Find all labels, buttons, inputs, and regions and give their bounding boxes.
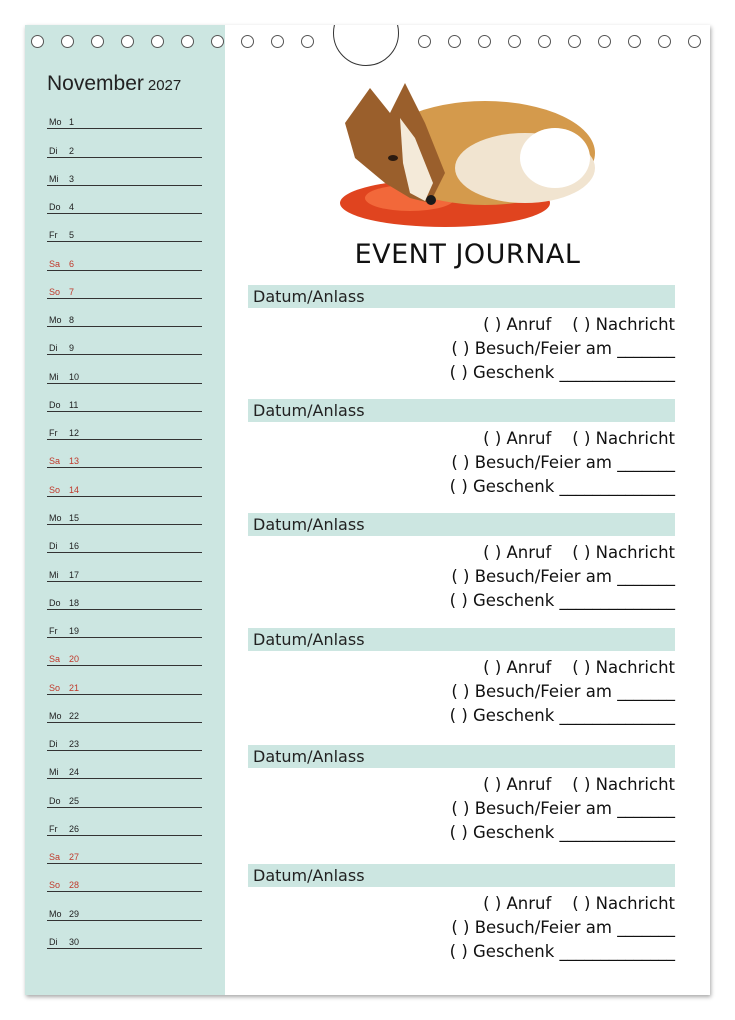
day-number: 4 bbox=[69, 202, 75, 213]
binding-hole bbox=[418, 35, 431, 48]
entry-header-label: Datum/Anlass bbox=[253, 630, 365, 649]
day-row bbox=[47, 355, 202, 383]
journal-title: EVENT JOURNAL bbox=[354, 239, 581, 270]
journal-entry bbox=[248, 399, 675, 499]
binding-hole bbox=[568, 35, 581, 48]
day-number: 28 bbox=[69, 880, 80, 891]
entry-contact-options: ( ) Anruf ( ) Nachricht bbox=[483, 543, 675, 562]
entry-gift-line: ( ) Geschenk ______________ bbox=[449, 823, 675, 842]
entry-header-label: Datum/Anlass bbox=[253, 866, 365, 885]
entry-header-label: Datum/Anlass bbox=[253, 401, 365, 420]
day-row bbox=[47, 638, 202, 666]
day-row bbox=[47, 695, 202, 723]
day-row bbox=[47, 412, 202, 440]
day-sidebar bbox=[25, 25, 225, 995]
hanger-cutout bbox=[333, 25, 399, 66]
dog-nose bbox=[426, 195, 436, 205]
binding-hole bbox=[598, 35, 611, 48]
day-name: Sa bbox=[49, 852, 61, 863]
day-name: Mi bbox=[49, 767, 59, 778]
day-name: Mo bbox=[49, 512, 62, 523]
entry-contact-options: ( ) Anruf ( ) Nachricht bbox=[483, 775, 675, 794]
entry-contact-options: ( ) Anruf ( ) Nachricht bbox=[483, 429, 675, 448]
day-row bbox=[47, 129, 202, 157]
entry-visit-line: ( ) Besuch/Feier am _______ bbox=[451, 682, 675, 701]
day-name: So bbox=[49, 880, 61, 891]
day-number: 25 bbox=[69, 795, 80, 806]
binding-hole bbox=[31, 35, 44, 48]
binding-hole bbox=[538, 35, 551, 48]
day-number: 7 bbox=[69, 286, 75, 297]
day-row bbox=[47, 666, 202, 694]
day-name: Fr bbox=[49, 823, 58, 834]
day-number: 16 bbox=[69, 541, 80, 552]
month-year: 2027 bbox=[147, 77, 182, 94]
entry-header-bar bbox=[248, 745, 675, 768]
day-number: 20 bbox=[69, 654, 80, 665]
day-list bbox=[47, 101, 202, 949]
day-name: Do bbox=[49, 795, 61, 806]
day-row bbox=[47, 214, 202, 242]
day-row bbox=[47, 921, 202, 949]
day-number: 12 bbox=[69, 428, 80, 439]
day-number: 10 bbox=[69, 371, 80, 382]
day-row bbox=[47, 440, 202, 468]
day-name: Sa bbox=[49, 654, 61, 665]
entry-header-bar bbox=[248, 628, 675, 651]
day-name: Mi bbox=[49, 173, 59, 184]
day-name: Mi bbox=[49, 371, 59, 382]
binding-hole bbox=[658, 35, 671, 48]
day-name: Di bbox=[49, 936, 58, 947]
dog-fur-white bbox=[520, 128, 590, 188]
day-number: 30 bbox=[69, 936, 80, 947]
day-row bbox=[47, 468, 202, 496]
day-name: Di bbox=[49, 145, 58, 156]
entry-header-label: Datum/Anlass bbox=[253, 287, 365, 306]
day-name: Di bbox=[49, 343, 58, 354]
month-name: November bbox=[47, 72, 144, 95]
day-number: 3 bbox=[69, 173, 75, 184]
entry-header-label: Datum/Anlass bbox=[253, 747, 365, 766]
entry-gift-line: ( ) Geschenk ______________ bbox=[449, 706, 675, 725]
journal-entry bbox=[248, 628, 675, 728]
day-row bbox=[47, 525, 202, 553]
day-name: Fr bbox=[49, 230, 58, 241]
day-number: 26 bbox=[69, 823, 80, 834]
day-row bbox=[47, 723, 202, 751]
day-row bbox=[47, 158, 202, 186]
day-number: 5 bbox=[69, 230, 75, 241]
dog-eye bbox=[388, 155, 398, 161]
entry-visit-line: ( ) Besuch/Feier am _______ bbox=[451, 339, 675, 358]
day-name: Do bbox=[49, 399, 61, 410]
day-name: Mi bbox=[49, 569, 59, 580]
day-name: Do bbox=[49, 202, 61, 213]
binding-holes bbox=[25, 35, 710, 55]
entry-visit-line: ( ) Besuch/Feier am _______ bbox=[451, 453, 675, 472]
day-name: Sa bbox=[49, 258, 61, 269]
day-name: So bbox=[49, 484, 61, 495]
day-number: 11 bbox=[69, 399, 79, 410]
day-row bbox=[47, 299, 202, 327]
day-name: Fr bbox=[49, 428, 58, 439]
day-name: Mo bbox=[49, 117, 62, 128]
day-row bbox=[47, 101, 202, 129]
binding-hole bbox=[688, 35, 701, 48]
entry-contact-options: ( ) Anruf ( ) Nachricht bbox=[483, 658, 675, 677]
binding-hole bbox=[508, 35, 521, 48]
binding-hole bbox=[151, 35, 164, 48]
day-number: 21 bbox=[69, 682, 80, 693]
binding-hole bbox=[478, 35, 491, 48]
journal-entry bbox=[248, 285, 675, 385]
binding-hole bbox=[628, 35, 641, 48]
day-number: 15 bbox=[69, 512, 80, 523]
day-number: 8 bbox=[69, 315, 75, 326]
journal-entry bbox=[248, 864, 675, 964]
binding-hole bbox=[121, 35, 134, 48]
entry-gift-line: ( ) Geschenk ______________ bbox=[449, 591, 675, 610]
binding-hole bbox=[241, 35, 254, 48]
journal-entry bbox=[248, 513, 675, 613]
entry-header-bar bbox=[248, 285, 675, 308]
day-name: Di bbox=[49, 541, 58, 552]
calendar-page bbox=[25, 25, 710, 995]
month-heading bbox=[47, 72, 181, 96]
entry-header-bar bbox=[248, 399, 675, 422]
entry-contact-options: ( ) Anruf ( ) Nachricht bbox=[483, 894, 675, 913]
day-number: 27 bbox=[69, 852, 80, 863]
day-number: 23 bbox=[69, 739, 80, 750]
day-row bbox=[47, 553, 202, 581]
binding-hole bbox=[448, 35, 461, 48]
day-row bbox=[47, 808, 202, 836]
entry-header-bar bbox=[248, 513, 675, 536]
entry-contact-options: ( ) Anruf ( ) Nachricht bbox=[483, 315, 675, 334]
day-name: Di bbox=[49, 739, 58, 750]
day-row bbox=[47, 892, 202, 920]
day-number: 18 bbox=[69, 597, 80, 608]
day-row bbox=[47, 242, 202, 270]
entry-header-bar bbox=[248, 864, 675, 887]
day-number: 2 bbox=[69, 145, 75, 156]
day-row bbox=[47, 327, 202, 355]
day-number: 6 bbox=[69, 258, 75, 269]
day-name: Do bbox=[49, 597, 61, 608]
day-row bbox=[47, 271, 202, 299]
binding-hole bbox=[271, 35, 284, 48]
binding-hole bbox=[181, 35, 194, 48]
binding-hole bbox=[61, 35, 74, 48]
day-row bbox=[47, 610, 202, 638]
entry-header-label: Datum/Anlass bbox=[253, 515, 365, 534]
day-name: Fr bbox=[49, 626, 58, 637]
day-number: 1 bbox=[69, 117, 75, 128]
day-row bbox=[47, 384, 202, 412]
entry-visit-line: ( ) Besuch/Feier am _______ bbox=[451, 567, 675, 586]
day-row bbox=[47, 836, 202, 864]
day-name: So bbox=[49, 682, 61, 693]
entry-visit-line: ( ) Besuch/Feier am _______ bbox=[451, 799, 675, 818]
day-row bbox=[47, 497, 202, 525]
day-number: 17 bbox=[69, 569, 80, 580]
entry-visit-line: ( ) Besuch/Feier am _______ bbox=[451, 918, 675, 937]
day-number: 22 bbox=[69, 710, 80, 721]
binding-hole bbox=[211, 35, 224, 48]
day-row bbox=[47, 582, 202, 610]
day-name: Mo bbox=[49, 710, 62, 721]
binding-hole bbox=[91, 35, 104, 48]
day-number: 24 bbox=[69, 767, 80, 778]
entry-gift-line: ( ) Geschenk ______________ bbox=[449, 942, 675, 961]
journal-entry bbox=[248, 745, 675, 845]
day-number: 29 bbox=[69, 908, 80, 919]
collie-dog-illustration bbox=[315, 63, 595, 233]
day-row bbox=[47, 751, 202, 779]
day-row bbox=[47, 779, 202, 807]
day-row bbox=[47, 186, 202, 214]
entry-gift-line: ( ) Geschenk ______________ bbox=[449, 477, 675, 496]
day-number: 13 bbox=[69, 456, 80, 467]
day-row bbox=[47, 864, 202, 892]
day-number: 9 bbox=[69, 343, 75, 354]
day-name: Mo bbox=[49, 908, 62, 919]
day-name: So bbox=[49, 286, 61, 297]
entry-gift-line: ( ) Geschenk ______________ bbox=[449, 363, 675, 382]
binding-hole bbox=[301, 35, 314, 48]
day-number: 14 bbox=[69, 484, 80, 495]
day-name: Mo bbox=[49, 315, 62, 326]
day-name: Sa bbox=[49, 456, 61, 467]
day-number: 19 bbox=[69, 626, 80, 637]
